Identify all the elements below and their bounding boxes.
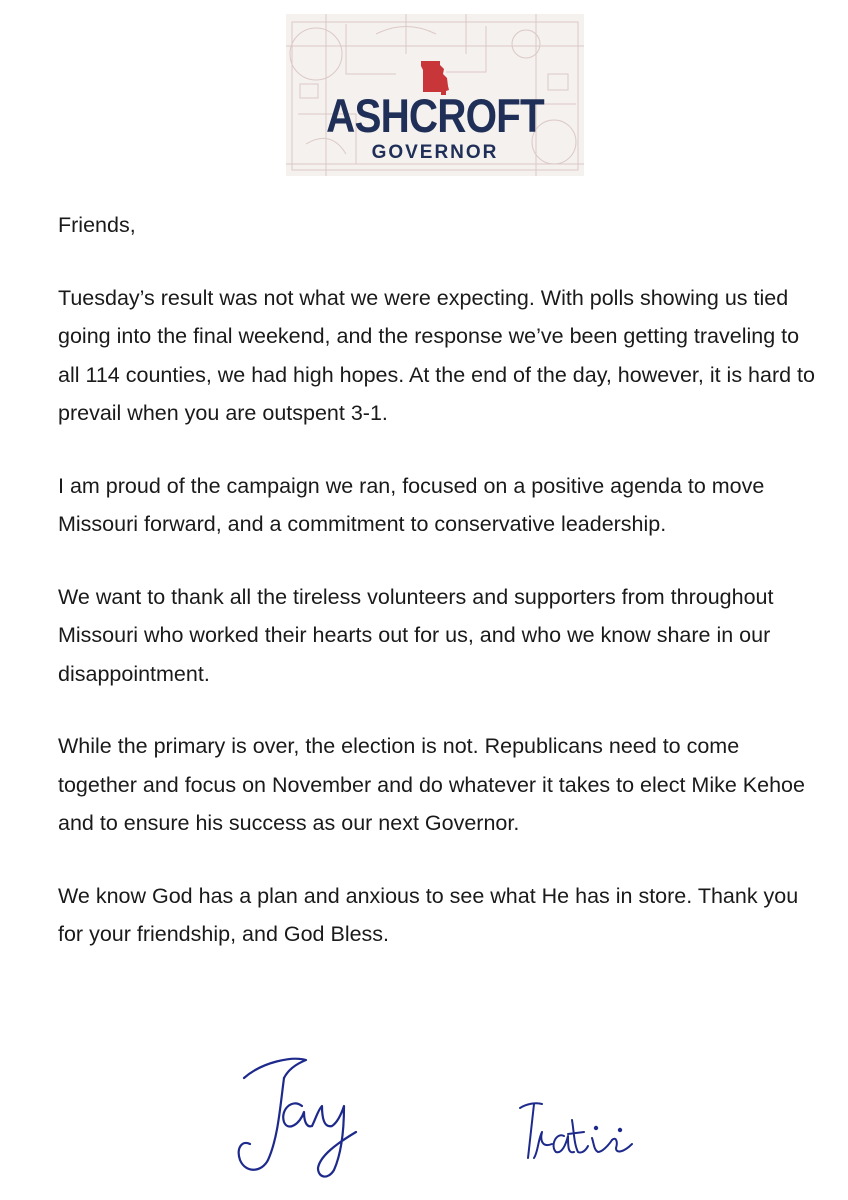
paragraph-general-election: While the primary is over, the election is not. Republicans need to come together and focus on November and do whatever it takes to elect Mike Kehoe and to ensure his success as our next Governor. [58,734,805,835]
campaign-logo [286,14,584,176]
logo-office: GOVERNOR [371,142,499,163]
letter-body [58,206,818,988]
salutation: Friends, [58,213,136,237]
paragraph-thanks: We want to thank all the tireless volunteers and supporters from throughout Missouri who worked their hearts out for us, and who we know share in our disappointment. [58,584,774,686]
paragraph-campaign: I am proud of the campaign we ran, focused on a positive agenda to move Missouri forward, and a commitment to conservative leadership. [58,473,765,536]
signature-jay [222,1048,372,1188]
paragraph-result: Tuesday’s result was not what we were expecting. With polls showing us tied going into the final weekend, and the response we’ve been getting traveling to all 114 counties, we had high hopes. At the end of the day, however, it is hard to prevail when you are outspent 3-1. [58,285,815,425]
signature-katie [512,1096,642,1166]
logo-name: ASHCROFT [326,89,544,142]
paragraph-closing: We know God has a plan and anxious to see what He has in store. Thank you for your friendship, and God Bless. [58,883,799,946]
